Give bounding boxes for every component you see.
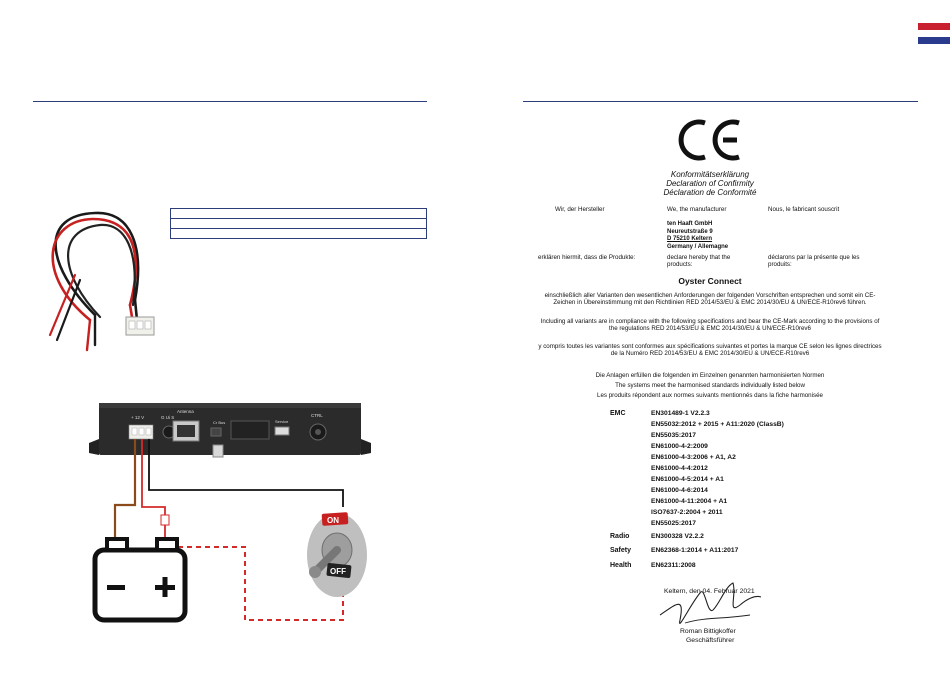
antenna-label: Antenna (177, 409, 194, 414)
compliance-para-fr: y compris toutes les variantes sont conformes aux spécifications suivantes et portes la marque CE selon les lignes directrices de la Numéro RED 2014/53/EU & EMC 2014/30/EU & UN/ECE-R10rev6 (538, 343, 882, 358)
declare-text-fr: déclarons par la présente que les produits: (768, 254, 860, 269)
table-cell (171, 219, 427, 229)
table-row (171, 229, 427, 239)
table-row (171, 219, 427, 229)
standard-item: EN61000-4-2:2009 (651, 443, 708, 450)
standard-item: EN61000-4-4:2012 (651, 465, 708, 472)
gnd-connector-label: G Ui S (161, 415, 175, 420)
standard-item: EN300328 V2.2.2 (651, 533, 704, 540)
left-header-rule (33, 101, 427, 102)
title-line-en: Declaration of Confirmity (666, 179, 754, 188)
switch-on-label: ON (327, 516, 339, 525)
manufacturer-address (667, 221, 728, 251)
title-line-de: Konformitätserklärung (670, 170, 750, 179)
wiring-diagram (85, 395, 375, 630)
product-name: Oyster Connect (678, 276, 742, 286)
flag-blue-stripe (918, 37, 950, 44)
ce-mark-logo (675, 117, 745, 163)
cable-harness-image (35, 205, 165, 360)
standard-item: EN55025:2017 (651, 520, 696, 527)
manufacturer-label-fr: Nous, le fabricant souscrit (768, 206, 840, 213)
standard-item: EN55032:2012 + 2015 + A11:2020 (ClassB) (651, 421, 784, 428)
compliance-para-de: einschließlich aller Varianten den wesentlichen Anforderungen der folgenden Vorschriften entsprechen und somit ein CE-Zeichen in Übereinstimmung mit den Richtlinien RED 2014/53/EU & EMC 2014/30/EU & UN/ECE-R10rev6 führen. (544, 292, 876, 307)
systems-line-fr: Les produits répondent aux normes suivants mentionnés dans la fiche harmonisée (597, 392, 823, 399)
service-label: Service (275, 419, 289, 424)
address-line: ten Haaft GmbH (667, 221, 713, 227)
title-line-fr: Déclaration de Conformité (663, 188, 757, 197)
cable-legend-table (170, 208, 427, 239)
right-header-rule (523, 101, 918, 102)
standard-item: EN301489-1 V2.2.3 (651, 410, 710, 417)
standard-item: EN61000-4-6:2014 (651, 487, 708, 494)
power-connector-label: + 12 V (131, 415, 145, 420)
systems-line-de: Die Anlagen erfüllen die folgenden im Einzelnen genannten harmonisierten Normen (595, 372, 825, 379)
can-bus-label: Cr Bus (213, 420, 226, 425)
standard-category-radio: Radio (610, 533, 630, 540)
signer-title: Geschäftsführer (686, 637, 735, 644)
standard-item: EN62368-1:2014 + A11:2017 (651, 547, 739, 554)
standard-category-safety: Safety (610, 547, 632, 554)
standard-item: EN55035:2017 (651, 432, 696, 439)
declaration-title (620, 170, 800, 197)
flag-white-stripe (918, 30, 950, 37)
standard-item: EN61000-4-3:2006 + A1, A2 (651, 454, 736, 461)
manufacturer-label-en: We, the manufacturer (667, 206, 727, 213)
declare-text-en: declare hereby that the products: (667, 254, 731, 269)
language-flag[interactable] (918, 23, 950, 44)
table-row (171, 209, 427, 219)
handwritten-signature (655, 575, 765, 635)
address-line: Neureutstraße 9 (667, 228, 713, 235)
standard-item: EN61000-4-5:2014 + A1 (651, 476, 724, 483)
standard-item: EN62311:2008 (651, 562, 696, 569)
address-line: D 75210 Keltern (667, 236, 713, 242)
standard-category-emc: EMC (610, 410, 626, 417)
standard-category-health: Health (610, 562, 632, 569)
systems-line-en: The systems meet the harmonised standards individually listed below (615, 382, 805, 389)
address-line: Germany / Allemagne (667, 243, 729, 250)
switch-off-label: OFF (330, 567, 346, 576)
standard-item: EN61000-4-11:2004 + A1 (651, 498, 728, 505)
table-cell (171, 229, 427, 239)
place-date: Keltern, den 04. Februar 2021 (664, 588, 755, 595)
standard-item: ISO7637-2:2004 + 2011 (651, 509, 723, 516)
compliance-para-en: Including all variants are in compliance with the following specifications and bear the CE-Mark according to the provisions of the regulations RED 2014/53/EU & EMC 2014/30/EU & UN/ECE-R10rev6 (540, 318, 880, 333)
declare-text-de: erklären hiermit, dass die Produkte: (538, 254, 636, 261)
flag-red-stripe (918, 23, 950, 30)
table-cell (171, 209, 427, 219)
signer-name: Roman Bittigkoffer (680, 628, 736, 635)
ctrl-label: CTRL (311, 413, 323, 418)
manufacturer-label-de: Wir, der Hersteller (555, 206, 605, 213)
